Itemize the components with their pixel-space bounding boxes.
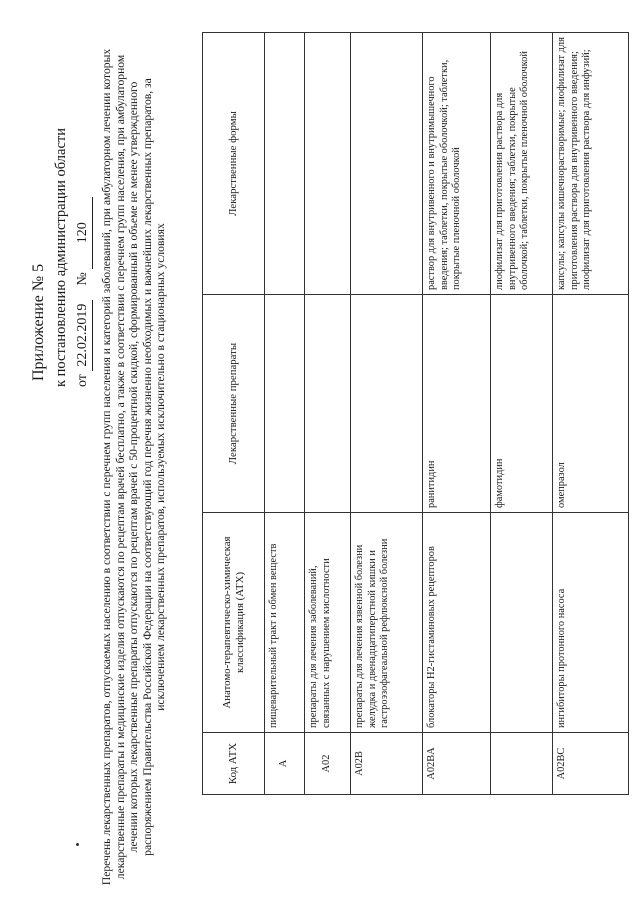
- cell-drug: ранитидин: [423, 295, 491, 513]
- appendix-title: Приложение № 5: [30, 263, 47, 382]
- table-row: [491, 33, 553, 795]
- drug-table: [202, 32, 629, 795]
- header-code: Код АТХ: [203, 733, 265, 795]
- appendix-header: [30, 128, 93, 387]
- header-drug: Лекарственные препараты: [203, 295, 265, 513]
- cell-drug: [351, 295, 423, 513]
- cell-forms: капсулы; капсулы кишечнорастворимые; лиофилизат для приготовления раствора для внутривенного введения; лиофилизат для приготовления раствора для инфузий;: [553, 33, 629, 295]
- cell-code: A: [265, 733, 305, 795]
- cell-code: A02BA: [423, 733, 491, 795]
- cell-forms: [305, 33, 351, 295]
- cell-atc: блокаторы H2-гистаминовых рецепторов: [423, 513, 491, 733]
- header-forms: Лекарственные формы: [203, 33, 265, 295]
- cell-code: A02BC: [553, 733, 629, 795]
- cell-drug: омепразол: [553, 295, 629, 513]
- scan-speck: [76, 843, 79, 846]
- table-row: [553, 33, 629, 795]
- appendix-date-line: [74, 128, 93, 387]
- cell-code: A02: [305, 733, 351, 795]
- date-value: 22.02.2019: [74, 300, 93, 371]
- table-row: [305, 33, 351, 795]
- cell-atc: [491, 513, 553, 733]
- cell-drug: фамотидин: [491, 295, 553, 513]
- table-row: [423, 33, 491, 795]
- cell-forms: раствор для внутривенного и внутримышечного введения; таблетки, покрытые оболочкой; таблетки, покрытые пленочной оболочкой: [423, 33, 491, 295]
- cell-forms: [351, 33, 423, 295]
- date-prefix: от: [75, 374, 90, 388]
- cell-drug: [265, 295, 305, 513]
- cell-code: [491, 733, 553, 795]
- header-atc: Анатомо-терапевтическо-химическая классификация (АТХ): [203, 513, 265, 733]
- cell-atc: пищеварительный тракт и обмен веществ: [265, 513, 305, 733]
- cell-forms: [265, 33, 305, 295]
- table-row: [265, 33, 305, 795]
- cell-drug: [305, 295, 351, 513]
- number-label: №: [75, 272, 90, 286]
- cell-atc: препараты для лечения заболеваний, связанных с нарушением кислотности: [305, 513, 351, 733]
- table-row: [351, 33, 423, 795]
- cell-atc: препараты для лечения язвенной болезни желудка и двенадцатиперстной кишки и гастроэзофагеальной рефлюксной болезни: [351, 513, 423, 733]
- cell-atc: ингибиторы протонного насоса: [553, 513, 629, 733]
- cell-code: A02B: [351, 733, 423, 795]
- number-value: 120: [74, 197, 93, 269]
- cell-forms: лиофилизат для приготовления раствора для внутривенного введения; таблетки, покрытые оболочкой; таблетки, покрытые пленочной оболочкой: [491, 33, 553, 295]
- appendix-subtitle: к постановлению администрации области: [53, 128, 69, 388]
- table-header-row: [203, 33, 265, 795]
- intro-paragraph: Перечень лекарственных препаратов, отпускаемых населению в соответствии с перечнем групп населения и категорий заболеваний, при амбулаторном лечении которых лекарственные препараты и медицинские изделия отпускаются по рецептам врачей бесплатно, а также в соответствии с перечнем групп населения, при амбулаторном лечении которых лекарственные препараты отпускаются по рецептам врачей с 50-процентной скидкой, сформированный в объеме не менее утвержденного распоряжением Правительства Российской Федерации на соответствующий год перечня жизненно необходимых и важнейших лекарственных препаратов, за исключением лекарственных препаратов, используемых исключительно в стационарных условиях: [100, 48, 168, 886]
